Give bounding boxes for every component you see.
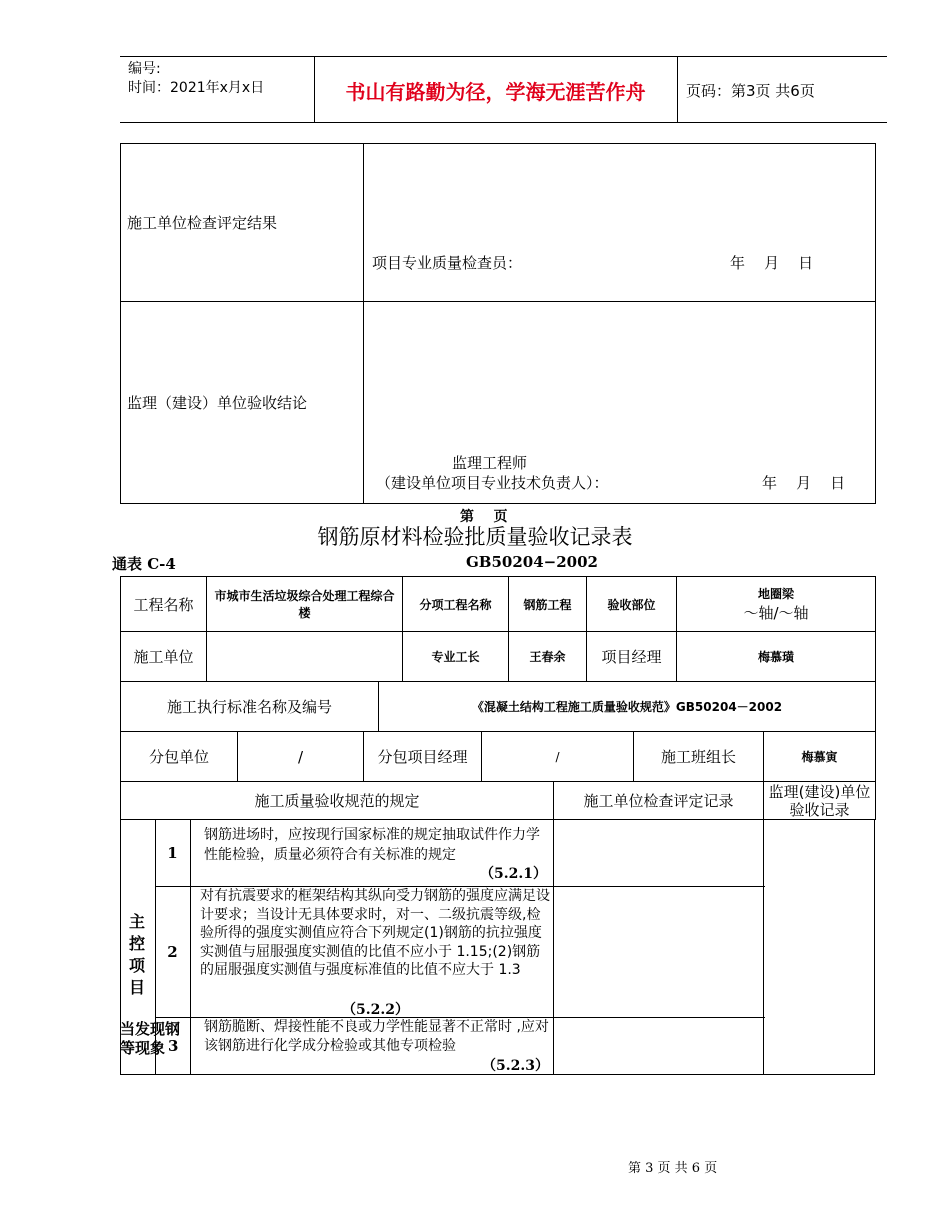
overlap-text: 等现象 xyxy=(120,1039,166,1057)
header-bottom-rule xyxy=(120,122,887,123)
construction-unit-row xyxy=(120,631,876,682)
standard-row xyxy=(120,681,876,732)
sub-pm-value: / xyxy=(482,732,634,782)
supervise-column-header: 监理(建设)单位验收记录 xyxy=(764,782,876,820)
foreman-value: 王春余 xyxy=(509,632,587,682)
mid-page-marker: 第 页 xyxy=(460,509,508,525)
project-manager-value: 梅慕璜 xyxy=(677,632,876,682)
document-time: 时间：2021年x月x日 xyxy=(128,80,265,96)
form-code: 通表 C-4 xyxy=(112,555,176,573)
standard-value: 《混凝土结构工程施工质量验收规范》GB50204－2002 xyxy=(379,682,876,732)
document-number: 编号: xyxy=(128,61,161,77)
standard-code: GB50204−2002 xyxy=(466,553,598,571)
check-column-header: 施工单位检查评定记录 xyxy=(554,782,764,820)
sub-unit-label: 分包单位 xyxy=(121,732,238,782)
section-right-border xyxy=(874,819,875,1074)
number-column-right-border xyxy=(190,819,191,1074)
item-text: 对有抗震要求的框架结构其纵向受力钢筋的强度应满足设计要求；当设计无具体要求时，对一、二级抗震等级,检验所得的强度实测值应符合下列规定(1)钢筋的抗拉强度实测值与屈服强度实测值的比值不应小于 1.15;(2)钢筋的屈服强度实测值与强度标准值的比值不应大于 1.3 xyxy=(200,888,550,978)
acceptance-part-value: 地圈梁 xyxy=(757,587,794,601)
supervision-label: 监理（建设）单位验收结论 xyxy=(121,302,364,504)
construction-unit-value xyxy=(207,632,403,682)
form-title: 钢筋原材料检验批质量验收记录表 xyxy=(317,525,633,549)
subitem-label: 分项工程名称 xyxy=(403,577,509,632)
supervision-cell xyxy=(364,302,876,504)
evaluation-label: 施工单位检查评定结果 xyxy=(121,144,364,302)
team-leader-label: 施工班组长 xyxy=(634,732,764,782)
owner-technical-lead-label: （建设单位项目专业技术负责人）： xyxy=(376,474,609,492)
subcontract-row xyxy=(120,731,876,782)
item-reference: （5.2.3） xyxy=(482,1058,549,1074)
item-number: 1 xyxy=(167,844,178,862)
header-page-number: 页码：第3页 共6页 xyxy=(686,82,815,100)
spec-column-right-border xyxy=(553,819,554,1074)
construction-unit-label: 施工单位 xyxy=(121,632,207,682)
acceptance-part-cell xyxy=(677,577,876,632)
foreman-label: 专业工长 xyxy=(403,632,509,682)
subitem-value: 钢筋工程 xyxy=(509,577,587,632)
item-reference: （5.2.2） xyxy=(342,1002,409,1018)
project-name-label: 工程名称 xyxy=(121,577,207,632)
quality-inspector-label: 项目专业质量检查员： xyxy=(372,254,523,272)
item-reference: （5.2.1） xyxy=(480,866,547,882)
main-control-label: 主控项目 xyxy=(129,912,146,997)
supervision-date: 年 月 日 xyxy=(762,474,846,492)
evaluation-cell xyxy=(364,144,876,302)
project-manager-label: 项目经理 xyxy=(587,632,677,682)
standard-label: 施工执行标准名称及编号 xyxy=(121,682,379,732)
item-text: 钢筋脆断、焊接性能不良或力学性能显著不正常时 ,应对该钢筋进行化学成分检验或其他专项检验 xyxy=(204,1019,549,1054)
check-column-right-border xyxy=(763,819,764,1074)
project-info-row xyxy=(120,576,876,632)
spec-column-header: 施工质量验收规范的规定 xyxy=(121,782,554,820)
sub-unit-value: / xyxy=(238,732,364,782)
supervisor-engineer-label: 监理工程师 xyxy=(452,454,528,472)
item-number: 3 xyxy=(168,1037,179,1055)
evaluation-table xyxy=(120,143,876,504)
spec-header-row xyxy=(120,781,876,820)
item-number: 2 xyxy=(167,943,178,961)
footer-page-number: 第 3 页 共 6 页 xyxy=(628,1161,718,1176)
header-motto: 书山有路勤为径，学海无涯苦作舟 xyxy=(345,80,646,104)
sub-pm-label: 分包项目经理 xyxy=(364,732,482,782)
header-divider xyxy=(677,56,678,122)
acceptance-part-label: 验收部位 xyxy=(587,577,677,632)
project-name-value: 市城市生活垃圾综合处理工程综合楼 xyxy=(207,577,403,632)
acceptance-axis-value: ～轴/～轴 xyxy=(743,604,809,622)
team-leader-value: 梅慕寅 xyxy=(764,732,876,782)
overlap-text: 当发现钢 xyxy=(120,1020,181,1038)
evaluation-date: 年 月 日 xyxy=(730,254,814,272)
item-text: 钢筋进场时，应按现行国家标准的规定抽取试件作力学性能检验，质量必须符合有关标准的规定 xyxy=(204,827,540,863)
main-control-section xyxy=(120,819,875,1074)
header-top-rule xyxy=(120,56,887,57)
